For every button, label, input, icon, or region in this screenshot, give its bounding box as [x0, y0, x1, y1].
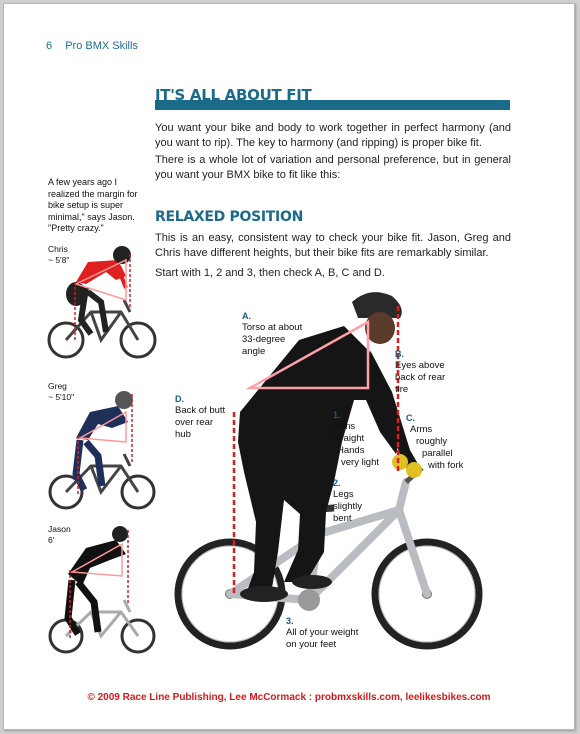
annotation-line: roughly: [416, 436, 448, 447]
photo-jason: [46, 524, 158, 654]
rider-name: Chris: [48, 244, 68, 254]
annotation-line: with fork: [428, 460, 464, 471]
annotation-letter: D.: [175, 394, 184, 404]
annotation-line: 33-degree: [242, 334, 286, 345]
annotation-letter: 1.: [333, 410, 341, 420]
annotation-line: Hands: [337, 445, 365, 456]
annotation-line: back of rear: [395, 372, 446, 383]
annotation-letter: 3.: [286, 616, 294, 626]
annotation-line: on your feet: [286, 639, 337, 650]
intro-paragraph-1: You want your bike and body to work together in perfect harmony (and you want to rip). The key to harmony (and ripping) is proper bike fit.: [155, 122, 511, 149]
book-page: [3, 3, 575, 730]
annotation-a: [242, 310, 302, 358]
book-title: Pro BMX Skills: [65, 40, 138, 52]
intro-paragraph-2: There is a whole lot of variation and personal preference, but in general you want your BMX bike to fit like this:: [155, 154, 511, 181]
annotation-line: Legs: [333, 489, 354, 500]
annotation-1: [333, 409, 379, 469]
annotation-line: Torso at about: [242, 322, 303, 333]
annotation-line: tire: [395, 384, 409, 395]
page-header: [46, 40, 138, 52]
annotation-line: Eyes above: [395, 360, 445, 371]
annotation-2: [333, 477, 362, 525]
copyright-footer: © 2009 Race Line Publishing, Lee McCormack : probmxskills.com, leelikesbikes.com: [87, 692, 491, 703]
rider-height: ~ 5'8": [48, 255, 70, 265]
annotation-line: Back of butt: [175, 405, 226, 416]
annotation-d: [175, 393, 225, 441]
sidebar-quote: A few years ago I realized the margin for bike setup is super minimal," says Jason. "Pretty crazy.": [48, 177, 138, 233]
annotation-line: over rear: [175, 417, 214, 428]
annotation-line: All of your weight: [286, 627, 359, 638]
annotation-letter: B.: [395, 349, 404, 359]
rider-height: ~ 5'10": [48, 392, 75, 402]
annotation-line: very light: [341, 457, 380, 468]
page-number: 6: [46, 40, 53, 52]
annotation-line: angle: [242, 346, 266, 357]
annotation-letter: A.: [242, 311, 251, 321]
photo-chris: [46, 242, 158, 370]
rider-name: Jason: [48, 524, 71, 534]
annotation-line: Arms: [333, 421, 356, 432]
relaxed-paragraph-1: This is an easy, consistent way to check your bike fit. Jason, Greg and Chris have different heights, but their bike fits are remarkably similar.: [155, 232, 511, 259]
annotation-line: bent: [333, 513, 352, 524]
annotation-line: slightly: [333, 501, 363, 512]
annotation-line: parallel: [422, 448, 453, 459]
annotation-line: Arms: [410, 424, 433, 435]
section-title-fit: IT'S ALL ABOUT FIT: [155, 86, 312, 104]
relaxed-paragraph-2: Start with 1, 2 and 3, then check A, B, C and D.: [155, 267, 385, 279]
annotation-3: [286, 615, 358, 651]
annotation-letter: 2.: [333, 478, 341, 488]
annotation-line: straight: [333, 433, 365, 444]
photo-greg: [46, 382, 158, 512]
section-title-relaxed: RELAXED POSITION: [155, 209, 303, 225]
annotation-letter: C.: [406, 413, 415, 423]
rider-height: 6': [48, 535, 55, 545]
annotation-line: hub: [175, 429, 191, 440]
annotation-b: [395, 348, 445, 396]
annotation-c: [406, 412, 463, 472]
rider-name: Greg: [48, 381, 67, 391]
